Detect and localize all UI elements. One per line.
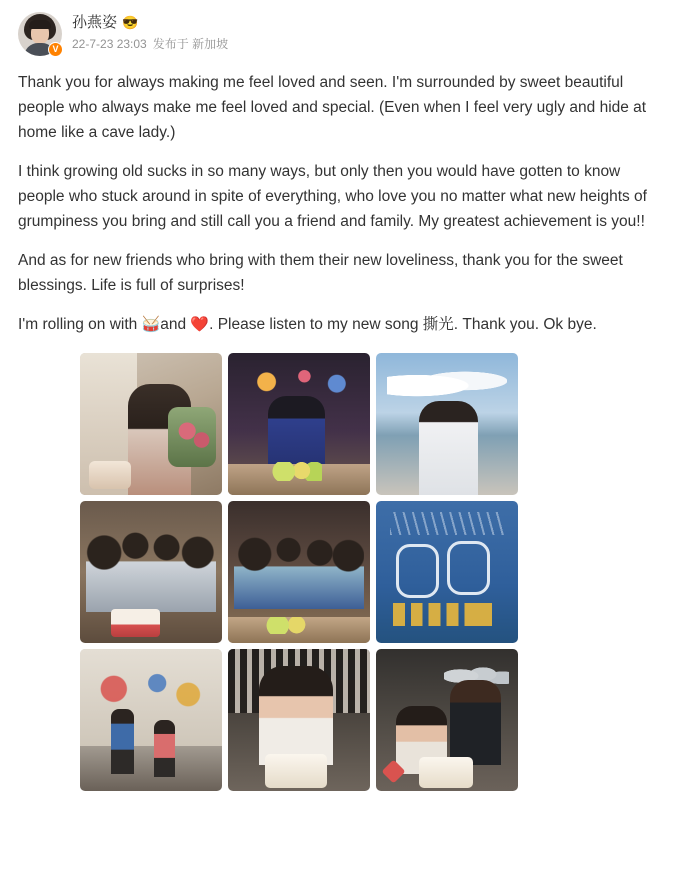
post-meta [72,36,228,52]
post-paragraph-1: Thank you for always making me feel loved and seen. I'm surrounded by sweet beautiful people who always make me feel loved and special. (Even when I feel very ugly and hide at home like a cave lady.) [18,74,647,141]
post-paragraph-3: And as for new friends who bring with them their new loveliness, thank you for the sweet blessings. Life is full of surprises! [18,252,623,294]
gallery-photo[interactable] [80,353,222,495]
photo-gallery [18,353,662,791]
gallery-photo[interactable] [228,353,370,495]
post-paragraph-2: I think growing old sucks in so many ways, but only then you would have gotten to know people who stuck around in spite of everything, who love you no matter what new heights of grumpiness you bring and still call you a friend and family. My greatest achievement is you!! [18,163,647,230]
gallery-photo[interactable] [376,501,518,643]
author-name[interactable]: 孙燕姿 [72,14,118,31]
post-source: 发布于 新加坡 [152,37,229,51]
gallery-photo[interactable] [228,649,370,791]
paragraph4-between-text: and [160,316,191,333]
verified-badge-icon: V [48,42,63,57]
post-timestamp: 22-7-23 23:03 [72,37,147,51]
heart-emoji-icon: ❤️ [190,316,210,333]
gallery-photo[interactable] [80,501,222,643]
author-name-row [72,13,228,33]
author-block [72,12,228,52]
post-header [18,12,662,64]
gallery-photo[interactable] [228,501,370,643]
gallery-photo[interactable] [376,649,518,791]
drum-emoji-icon: 🥁 [141,316,161,333]
paragraph4-before-text: I'm rolling on with [18,316,142,333]
post-content [18,70,662,337]
avatar[interactable] [18,12,62,56]
paragraph4-after-text: . Please listen to my new song 撕光. Thank you. Ok bye. [209,316,597,333]
post-paragraph-4 [18,312,662,337]
sunglasses-emoji-icon: 😎 [122,15,139,30]
gallery-photo[interactable] [80,649,222,791]
gallery-photo[interactable] [376,353,518,495]
